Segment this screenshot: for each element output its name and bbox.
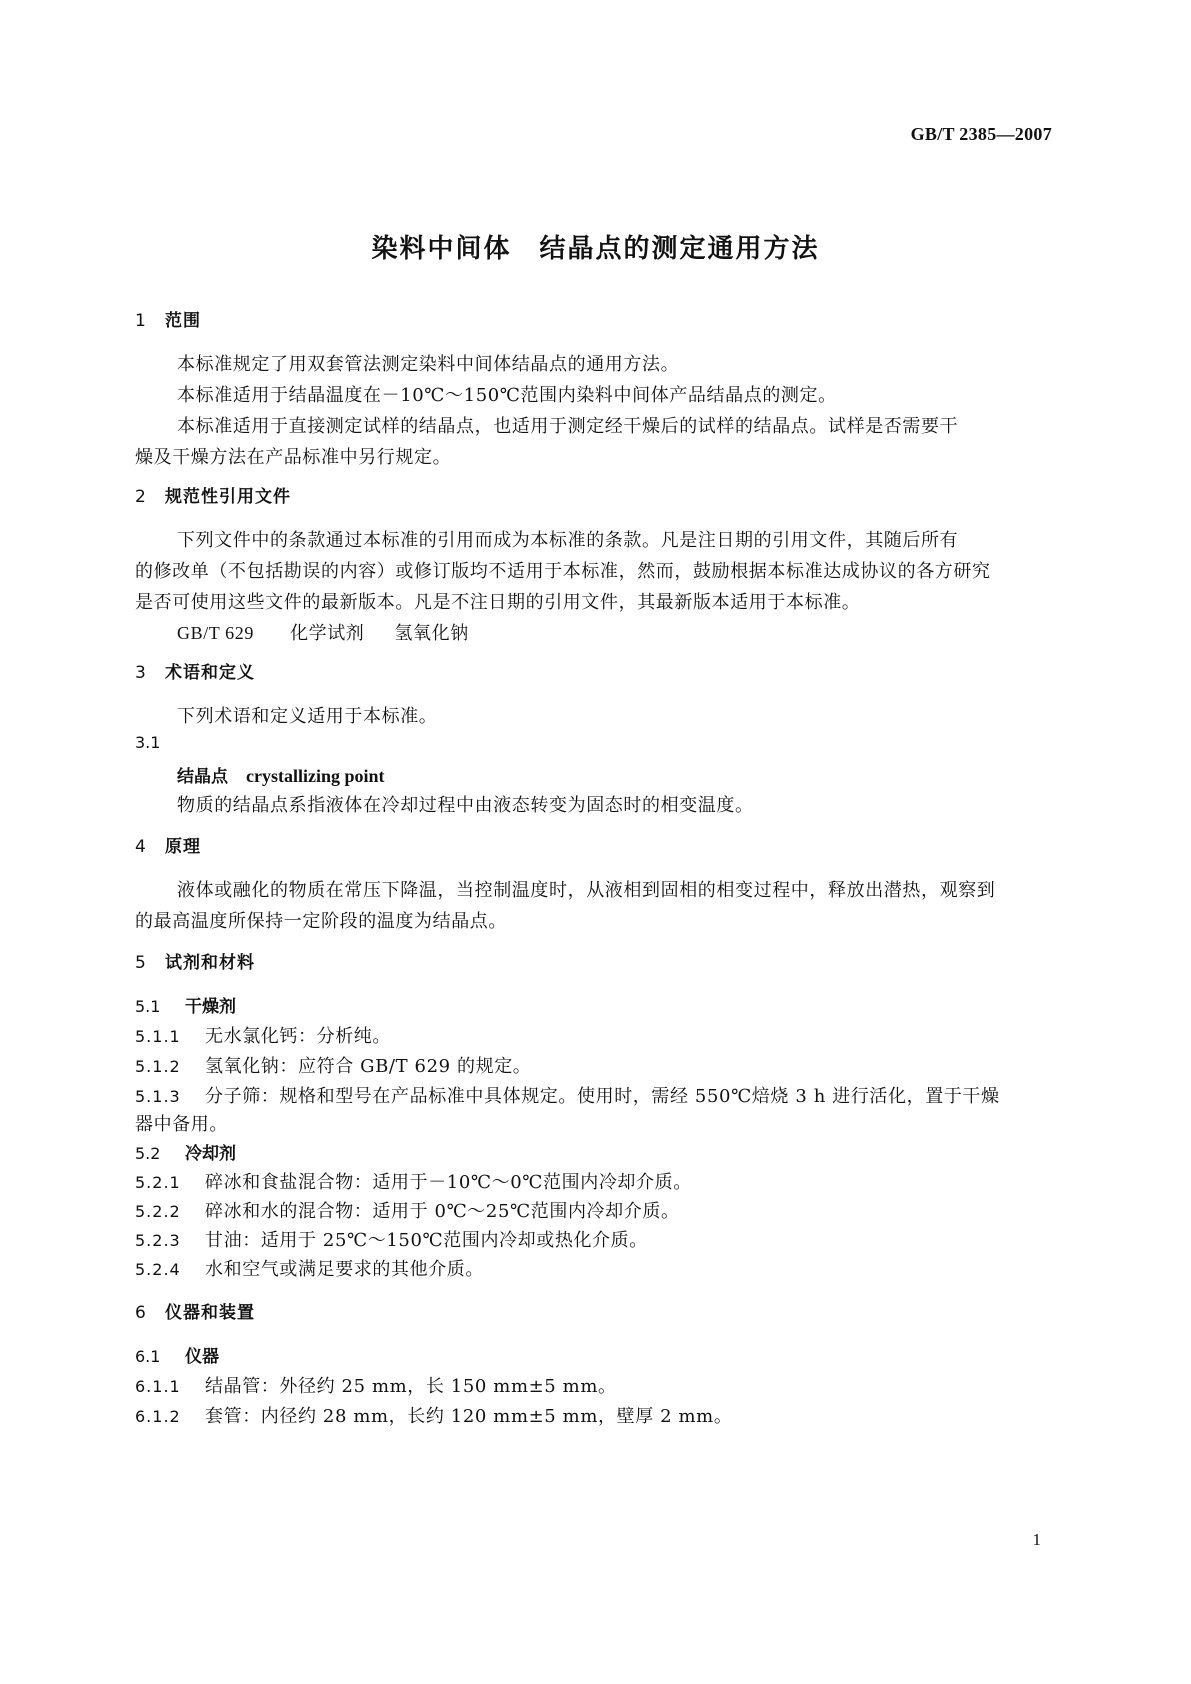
clause-number: 5.2.1: [135, 1173, 181, 1192]
paragraph-continuation: 是否可使用这些文件的最新版本。凡是不注日期的引用文件，其最新版本适用于本标准。: [135, 592, 861, 613]
standard-code: GB/T 2385—2007: [910, 124, 1052, 144]
section-title: 仪器和装置: [165, 1303, 255, 1323]
clause-5-1-2: [135, 1052, 531, 1078]
clause-text: 无水氯化钙：分析纯。: [205, 1026, 391, 1047]
paragraph: 本标准规定了用双套管法测定染料中间体结晶点的通用方法。: [177, 354, 680, 375]
clause-text: 套管：内径约 28 mm，长约 120 mm±5 mm，壁厚 2 mm。: [205, 1406, 733, 1427]
document-body: [135, 0, 1056, 1684]
clause-number: 6.1.1: [135, 1377, 181, 1396]
section-number: 2: [135, 487, 147, 507]
reference-name-part: 化学试剂: [290, 623, 365, 644]
section-title: 规范性引用文件: [165, 487, 291, 507]
clause-number: 5.2.3: [135, 1231, 181, 1250]
section-number: 6: [135, 1303, 147, 1323]
clause-6-1-1: [135, 1372, 617, 1398]
subsection-5-1-heading: [135, 992, 236, 1017]
reference-code: GB/T 629: [177, 623, 254, 643]
clause-5-2-3: [135, 1226, 648, 1252]
subsection-6-1-heading: [135, 1342, 219, 1367]
section-3-heading: [135, 658, 255, 683]
clause-text: 氢氧化钠：应符合 GB/T 629 的规定。: [205, 1056, 532, 1077]
section-title: 范围: [165, 311, 201, 331]
clause-number: 5.1.2: [135, 1057, 181, 1076]
paragraph: 下列术语和定义适用于本标准。: [177, 706, 438, 727]
subsection-number: 5.1: [135, 997, 161, 1016]
section-title: 原理: [165, 837, 201, 857]
document-title: 染料中间体 结晶点的测定通用方法: [371, 234, 820, 264]
section-number: 4: [135, 837, 147, 857]
clause-6-1-2: [135, 1402, 732, 1428]
clause-5-1-1: [135, 1022, 391, 1048]
clause-text: 分子筛：规格和型号在产品标准中具体规定。使用时，需经 550℃焙烧 3 h 进行活化，置于干燥: [205, 1086, 1000, 1107]
clause-5-2-1: [135, 1168, 692, 1194]
clause-5-1-3: [135, 1082, 1000, 1108]
section-5-heading: [135, 948, 255, 973]
paragraph: 下列文件中的条款通过本标准的引用而成为本标准的条款。凡是注日期的引用文件，其随后所有: [177, 530, 959, 551]
paragraph-continuation: 的修改单（不包括勘误的内容）或修订版均不适用于本标准，然而，鼓励根据本标准达成协议的各方研究: [135, 561, 991, 582]
term-chinese: 结晶点: [177, 767, 228, 787]
term-definition: 物质的结晶点系指液体在冷却过程中由液态转变为固态时的相变温度。: [177, 795, 754, 816]
section-2-heading: [135, 482, 291, 507]
subsection-5-2-heading: [135, 1139, 236, 1164]
subsection-number: 5.2: [135, 1144, 161, 1163]
clause-text: 碎冰和水的混合物：适用于 0℃～25℃范围内冷却介质。: [205, 1201, 680, 1222]
paragraph: 本标准适用于结晶温度在－10℃～150℃范围内染料中间体产品结晶点的测定。: [177, 385, 837, 406]
page-number: 1: [1032, 1530, 1041, 1549]
subsection-title: 仪器: [185, 1347, 219, 1367]
clause-text: 水和空气或满足要求的其他介质。: [205, 1259, 484, 1280]
clause-number: 5.2.2: [135, 1202, 181, 1221]
subsection-title: 冷却剂: [185, 1144, 236, 1164]
section-title: 术语和定义: [165, 663, 255, 683]
clause-number: 5.1.3: [135, 1087, 181, 1106]
reference-name-part: 氢氧化钠: [394, 623, 469, 644]
section-6-heading: [135, 1298, 255, 1323]
paragraph: 本标准适用于直接测定试样的结晶点，也适用于测定经干燥后的试样的结晶点。试样是否需要干: [177, 416, 959, 437]
term-english: crystallizing point: [246, 766, 385, 786]
paragraph: 液体或融化的物质在常压下降温，当控制温度时，从液相到固相的相变过程中，释放出潜热，观察到: [177, 880, 996, 901]
clause-text: 结晶管：外径约 25 mm，长 150 mm±5 mm。: [205, 1376, 617, 1397]
term-number: 3.1: [135, 733, 161, 752]
subsection-number: 6.1: [135, 1347, 161, 1366]
section-number: 1: [135, 311, 147, 331]
clause-number: 5.1.1: [135, 1027, 181, 1046]
section-title: 试剂和材料: [165, 953, 255, 973]
clause-continuation: 器中备用。: [135, 1114, 228, 1135]
clause-5-2-2: [135, 1197, 680, 1223]
paragraph-continuation: 燥及干燥方法在产品标准中另行规定。: [135, 447, 452, 468]
term-entry: [177, 762, 385, 787]
section-4-heading: [135, 832, 201, 857]
section-1-heading: [135, 306, 201, 331]
section-number: 3: [135, 663, 147, 683]
subsection-title: 干燥剂: [185, 997, 236, 1017]
normative-reference: [177, 619, 469, 645]
section-number: 5: [135, 953, 147, 973]
clause-text: 甘油：适用于 25℃～150℃范围内冷却或热化介质。: [205, 1230, 648, 1251]
clause-number: 5.2.4: [135, 1260, 181, 1279]
clause-number: 6.1.2: [135, 1407, 181, 1426]
clause-5-2-4: [135, 1255, 484, 1281]
clause-text: 碎冰和食盐混合物：适用于－10℃～0℃范围内冷却介质。: [205, 1172, 692, 1193]
paragraph-continuation: 的最高温度所保持一定阶段的温度为结晶点。: [135, 911, 507, 932]
